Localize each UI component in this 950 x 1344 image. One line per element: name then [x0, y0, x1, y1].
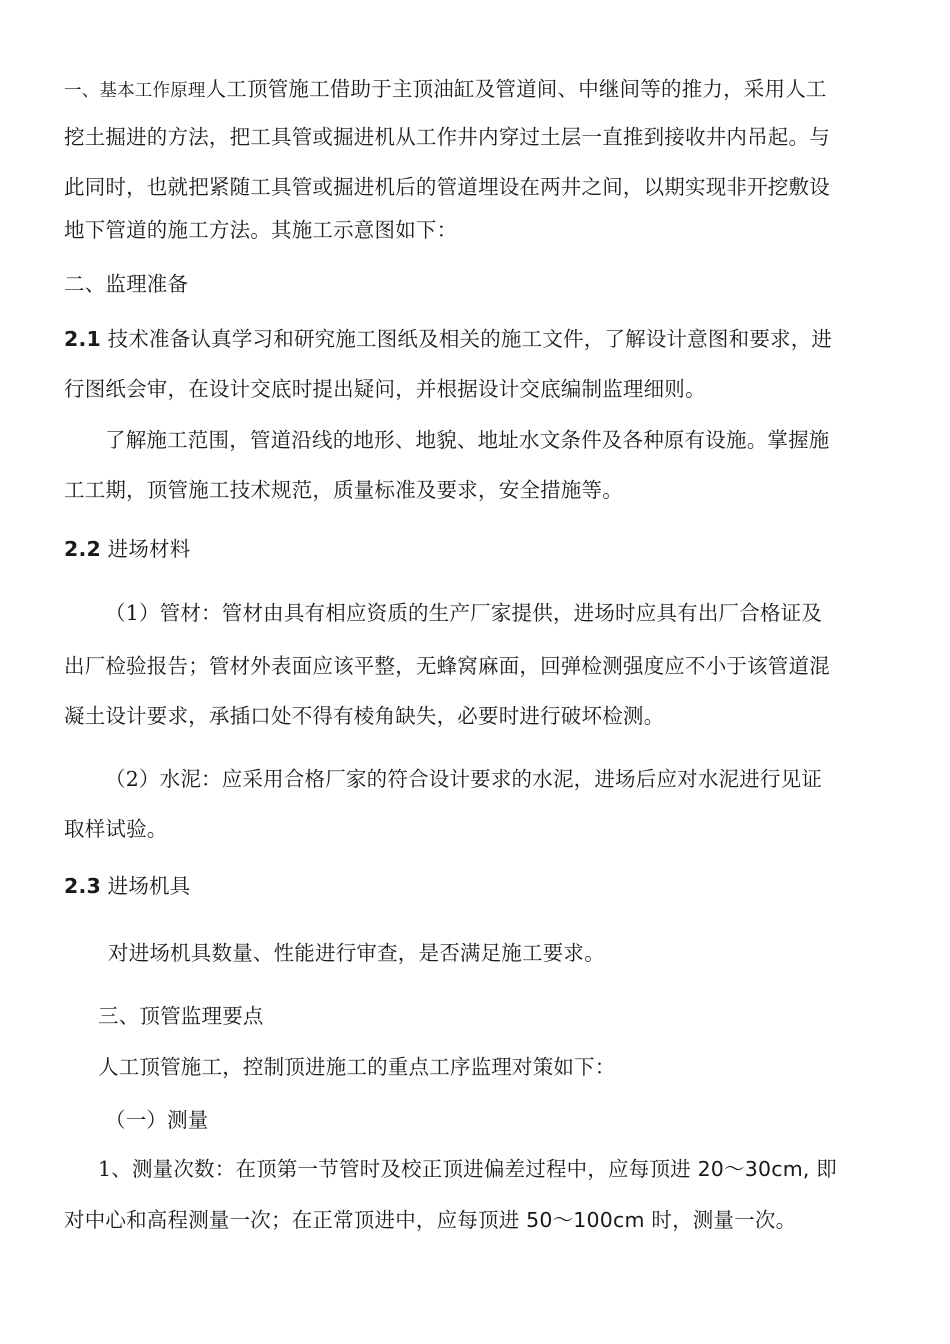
para-2-3-number: 2.3	[64, 874, 101, 898]
para-2-2-number: 2.2	[64, 537, 101, 561]
section-3-intro: 人工顶管施工，控制顶进施工的重点工序监理对策如下：	[98, 1055, 616, 1079]
material-2-line-1: （2）水泥：应采用合格厂家的符合设计要求的水泥，进场后应对水泥进行见证	[105, 767, 823, 791]
para-2-1-line-2: 行图纸会审，在设计交底时提出疑问，并根据设计交底编制监理细则。	[64, 377, 706, 401]
section-1-text: 人工顶管施工借助于主顶油缸及管道间、中继间等的推力，采用人工	[205, 77, 827, 101]
item-1-text-a: 1、测量次数：在顶第一节管时及校正顶进偏差过程中，应每顶进	[98, 1157, 698, 1181]
para-2-1-text: 技术准备认真学习和研究施工图纸及相关的施工文件，了解设计意图和要求，进	[100, 327, 833, 351]
section-2-heading: 二、监理准备	[64, 272, 189, 296]
section-1-line-2: 挖土掘进的方法，把工具管或掘进机从工作井内穿过土层一直推到接收井内吊起。与	[64, 125, 830, 149]
material-1-line-1: （1）管材：管材由具有相应资质的生产厂家提供，进场时应具有出厂合格证及	[105, 601, 823, 625]
material-1-line-2: 出厂检验报告；管材外表面应该平整，无蜂窝麻面，回弹检测强度应不小于该管道混	[64, 654, 830, 678]
para-2-3-title: 进场机具	[100, 874, 191, 898]
section-1-line-4: 地下管道的施工方法。其施工示意图如下：	[64, 218, 458, 242]
para-2-1b-line-2: 工工期，顶管施工技术规范，质量标准及要求，安全措施等。	[64, 478, 623, 502]
item-1-line-2	[64, 1206, 796, 1234]
section-1-heading: 一、基本工作原理	[64, 81, 206, 101]
item-1-text-d: 时，测量一次。	[644, 1208, 797, 1232]
para-2-2-title: 进场材料	[100, 537, 191, 561]
para-2-2-heading	[64, 535, 190, 563]
item-1-line-1	[98, 1155, 837, 1183]
item-1-text-c: 对中心和高程测量一次；在正常顶进中，应每顶进	[64, 1208, 527, 1232]
section-1-line-3: 此同时，也就把紧随工具管或掘进机后的管道埋设在两井之间，以期实现非开挖敷设	[64, 175, 830, 199]
section-1-line-1	[64, 75, 827, 105]
material-1-line-3: 凝土设计要求，承插口处不得有棱角缺失，必要时进行破坏检测。	[64, 704, 665, 728]
para-2-3-text: 对进场机具数量、性能进行审查，是否满足施工要求。	[108, 941, 605, 965]
para-2-1-number: 2.1	[64, 327, 101, 351]
para-2-1b-line-1: 了解施工范围，管道沿线的地形、地貌、地址水文条件及各种原有设施。掌握施	[105, 428, 830, 452]
material-2-line-2: 取样试验。	[64, 817, 168, 841]
item-1-value-2: 50〜100cm	[526, 1208, 645, 1232]
subsection-measurement-heading: （一）测量	[105, 1108, 209, 1132]
item-1-text-b: , 即	[802, 1157, 838, 1181]
section-3-heading: 三、顶管监理要点	[98, 1004, 264, 1028]
item-1-value-1: 20〜30cm	[697, 1157, 803, 1181]
para-2-1-line-1	[64, 325, 832, 353]
para-2-3-heading	[64, 872, 190, 900]
